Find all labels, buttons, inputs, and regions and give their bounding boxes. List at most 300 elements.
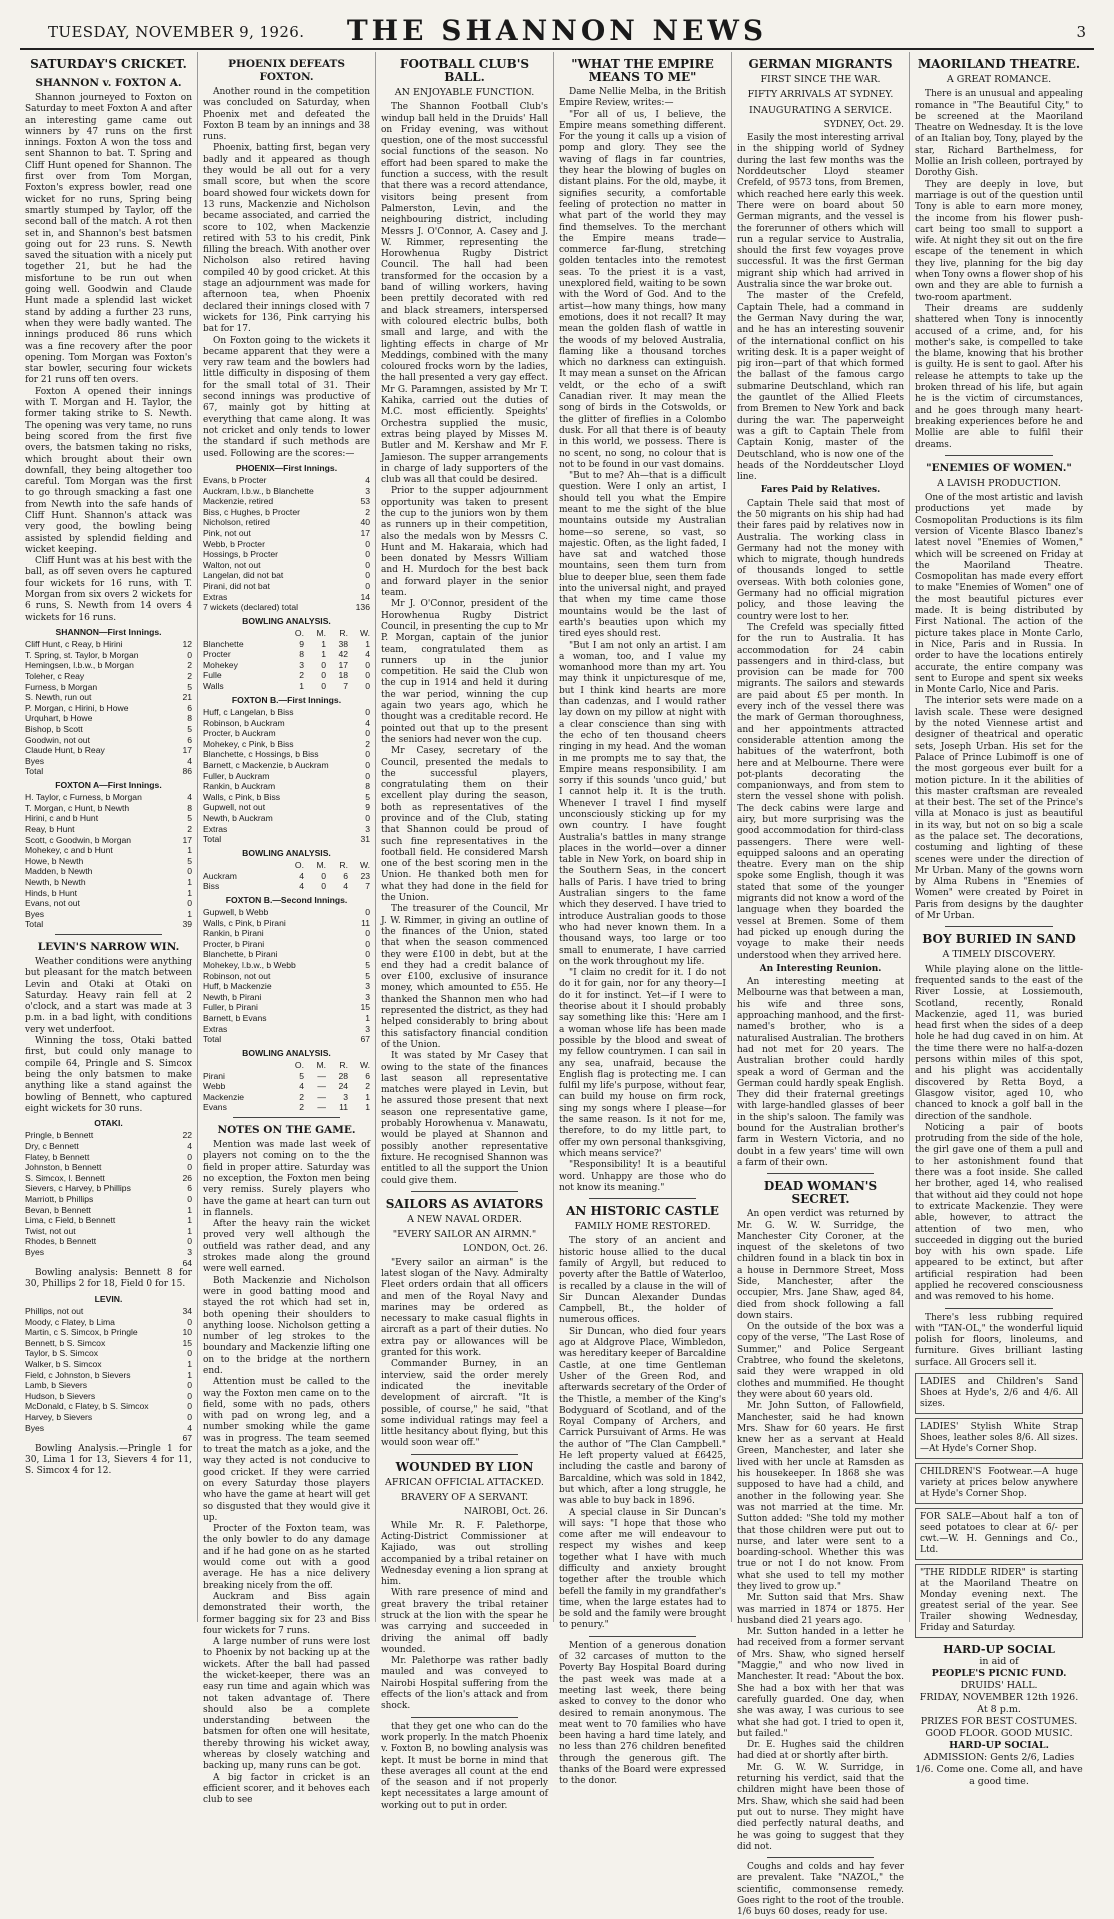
score-row <box>203 507 370 518</box>
subheading: FAMILY HOME RESTORED. <box>574 1221 711 1233</box>
paragraph: Noticing a pair of boots protruding from the side of the hole, the girl gave one of them a pull and to her astonishment found that there was a foot inside. She called her brother, aged 14, who realised that without aid they could not hope to extricate Mackenzie. They were able, however, to attract the attention of two men, who succeeded in digging out the buried boy with his own spade. Life appeared to be extinct, but after artificial respiration had been applied he recovered consciousness and was removed to his home. <box>915 1122 1083 1303</box>
batsman: Marriott, b Phillips <box>25 1194 94 1204</box>
runs: 0 <box>187 1194 192 1204</box>
batsman: Toleher, c Reay <box>25 671 85 682</box>
bowling-figure: 9 <box>299 638 304 649</box>
bowler: Mackenzie <box>203 1091 245 1102</box>
runs: 0 <box>365 812 370 823</box>
batsman: Howe, b Newth <box>25 855 84 866</box>
paragraph: Another round in the competition was concluded on Saturday, when Phoenix met and defeated the Foxton B team by an innings and 38 runs. <box>203 87 370 143</box>
score-row <box>203 749 370 760</box>
paragraph: Mr. Palethorpe was rather badly mauled and was conveyed to Nairobi Hospital suffering from the effects of the lion's attack and from shock. <box>381 1656 548 1712</box>
runs: 5 <box>365 791 370 802</box>
bowling-figure: 0 <box>365 681 370 692</box>
divider <box>945 1308 1053 1309</box>
score-row <box>25 909 192 920</box>
runs: 3 <box>365 485 370 496</box>
paragraph: "I claim no credit for it. I do not do it for gain, nor for any theory—I do it for instinct. Yet—if I were to theorise about it I should probably say something like this: 'Here am I a woman whose life has been made possible by the blood and sweat of my fellow countrymen. I can sail in any sea, unafraid, because the English flag is protecting me. I can fulfil my life's purpose, without fear, can build my house on firm rock, sing my songs where I please—for the same reason. Is it not for me, therefore, to do my little part, to offer my own personal thanksgiving, which means service?' <box>559 968 726 1159</box>
batsman: Auckram, l.b.w., b Blanchette <box>203 485 314 496</box>
headline-dead-womans-secret: DEAD WOMAN'S SECRET. <box>763 1179 878 1207</box>
bowling-figure: 38 <box>338 638 348 649</box>
batsman: Newth, b Auckram <box>203 812 273 823</box>
section-heading: Fares Paid by Relatives. <box>760 485 881 496</box>
score-row <box>25 824 192 835</box>
runs: 1 <box>187 908 192 919</box>
columns <box>20 52 1094 1918</box>
batsman: Barnett, c Mackenzie, b Auckram <box>203 759 329 770</box>
runs: 6 <box>187 734 192 745</box>
runs: 0 <box>365 949 370 960</box>
bowling-figure: 2 <box>299 670 304 681</box>
batsman: Johnston, b Bennett <box>25 1162 102 1173</box>
bowling-figure: 0 <box>321 670 326 681</box>
runs: 1 <box>187 1204 192 1215</box>
batsman: T. Spring, st. Taylor, b Morgan <box>25 649 139 660</box>
batsman: Mohekey, l.b.w., b Webb <box>203 960 296 971</box>
batsman: Sievers, c Harvey, b Phillips <box>25 1183 131 1194</box>
batsman: P. Morgan, c Hirini, b Howe <box>25 702 129 713</box>
paragraph: Dame Nellie Melba, in the British Empire Review, writes:— <box>559 87 726 109</box>
scorecard-otaki <box>25 1130 192 1257</box>
bowling-figure: 2 <box>299 1102 304 1113</box>
score-row <box>25 1317 192 1328</box>
score-row <box>25 877 192 888</box>
batsman: Walton, not out <box>203 559 261 570</box>
bowling-figure: 1 <box>299 681 304 692</box>
headline-football-clubs-ball: FOOTBALL CLUB'S BALL. <box>399 57 530 84</box>
subheading: A NEW NAVAL ORDER. <box>407 1213 522 1225</box>
bowler: Pirani <box>203 1070 225 1081</box>
bowling-figure: — <box>317 1081 326 1092</box>
score-row <box>203 960 370 971</box>
batsman: Gupwell, not out <box>203 802 266 813</box>
batsman: Bevan, b Bennett <box>25 1204 91 1215</box>
batsman: Dry, c Bennett <box>25 1141 79 1152</box>
divider <box>55 934 162 935</box>
paragraph: While Mr. R. F. Palethorpe, Acting-District Commissioner at Kajiado, was out strolling accompanied by a tribal retainer on Wednesday evening a lion sprang at him. <box>381 1520 548 1588</box>
batsman: Webb, b Procter <box>203 538 265 549</box>
paragraph: Weather conditions were anything but pleasant for the match between Levin and Otaki at Otaki on Saturday. Heavy rain fell at 2 o'clock, and a start was made at 3 p.m. in a bad light, with conditions very wet underfoot. <box>25 956 192 1035</box>
masthead <box>20 14 1094 50</box>
bowler: Evans <box>203 1102 227 1113</box>
batsman: S. Simcox, l. Bennett <box>25 1172 105 1183</box>
batsman: Mohekey, c Pink, b Biss <box>203 738 294 749</box>
bowling-figure: 3 <box>299 659 304 670</box>
scorecard-foxton-a <box>25 792 192 919</box>
batsman: Field, c Johnston, b Sievers <box>25 1369 131 1380</box>
headline-notes-on-the-game: NOTES ON THE GAME. <box>217 1124 356 1137</box>
scorecard-total: 67 <box>182 1433 192 1444</box>
score-row <box>25 1359 192 1370</box>
headline-levins-narrow-win: LEVIN'S NARROW WIN. <box>37 940 180 953</box>
batsman: Urquhart, b Howe <box>25 713 93 724</box>
runs: 0 <box>365 759 370 770</box>
scorecard-total: Total 67 <box>203 1034 370 1045</box>
bowler: Auckram <box>203 870 237 881</box>
scorecard-title: OTAKI. <box>94 1118 123 1129</box>
runs: 2 <box>187 824 192 835</box>
runs: 0 <box>365 706 370 717</box>
score-row <box>203 802 370 813</box>
score-row <box>25 1215 192 1226</box>
runs: 9 <box>365 802 370 813</box>
batsman: Mackenzie, retired <box>203 496 274 507</box>
headline-wounded-by-lion: WOUNDED BY LION <box>395 1459 534 1474</box>
batsman: Cliff Hunt, c Reay, b Hirini <box>25 639 123 650</box>
runs: 4 <box>365 717 370 728</box>
score-row <box>203 1002 370 1013</box>
runs: 0 <box>365 538 370 549</box>
batsman: Walls, c Pink, b Biss <box>203 791 281 802</box>
bowler: Fulle <box>203 670 222 681</box>
bowler: Procter <box>203 649 231 660</box>
paragraph: Mr J. O'Connor, president of the Horowhenua Rugby District Council, in presenting the cup to Mr P. Morgan, captain of the junior team, congratulated them as runners up in the junior competition. He said the Club won the cup in 1914 and held it during the war period, winning the cup again two years ago, which he thought was a creditable record. He pointed out that up to the present the seniors had never won the cup. <box>381 599 548 745</box>
scorecard-total: 7 wickets (declared) total 136 <box>203 602 370 613</box>
bowling-figure: 2 <box>299 1091 304 1102</box>
paragraph: "But I am not only an artist. I am a woman, too, and I value my womanhood more than my art. You may think it unpicturesque of me, but I think kind hearts are more than cadenzas, and I would rather lay down on my pillow at night with a clear conscience than sing with the echo of ten thousand cheers ringing in my head. And the woman in me prompts me to say that, the Empire means responsibility. I am sorry if this sounds 'unco guid,' but I cannot help it. It is the truth. Whenever I travel I find myself unconsciously sticking up for my own country. I have fought Australia's battles in many strange places in the world—over a dinner table in New York, on board ship in the Southern Seas, in the concert halls of Paris. I have tried to bring Australian singers to the fame which they deserved. I have tried to introduce Australian goods to those who had never known them. In a thousand ways, too large or too small to enumerate, I have carried on the work throughout my life. <box>559 640 726 967</box>
runs: 0 <box>187 1401 192 1412</box>
runs: 8 <box>187 802 192 813</box>
score-row <box>25 856 192 867</box>
runs: 0 <box>187 898 192 909</box>
paragraph: Mr. John Sutton, of Fallowfield, Manchester, said he had known Mrs. Shaw for 60 years. He first knew her as a servant at Heald Green, Manchester, and later she lived with her uncle at Ramsden as his housekeeper. In 1868 she was supposed to have had a child, and another in the following year. She was not married at the time. Mr. Sutton added: "She told my mother that those children were put out to nurse, and later were sent to a boarding-school. Whether this was true or not I do not know. From what she used to tell my mother they lived to grow up." <box>737 1401 904 1592</box>
score-row <box>25 1370 192 1381</box>
column-5 <box>732 52 910 1918</box>
score-row <box>25 1327 192 1338</box>
score-row <box>203 718 370 729</box>
bowling-figure: 1 <box>321 649 326 660</box>
paragraph: Mr. G. W. W. Surridge, in returning his verdict, said that the children might have been those of Mrs. Shaw, which she said had been put out to nurse. They might have died perfectly natural deaths, and he was going to suggest that they did not. <box>737 1762 904 1852</box>
score-row <box>25 735 192 746</box>
runs: 15 <box>360 1002 370 1013</box>
paragraph: Attention must be called to the way the Foxton men came on to the field, some with no pads, others with pad on wrong leg, and a number smoking while the game was in progress. The team seemed to treat the match as a joke, and the way they acted is not conducive to good cricket. If they were carried on every Saturday those players who have the game at heart will get so disgusted that they would give it up. <box>203 1377 370 1523</box>
runs: 0 <box>365 570 370 581</box>
batsman: Byes <box>25 1422 45 1433</box>
batsman: Hinds, b Hunt <box>25 887 78 898</box>
runs: 11 <box>361 917 370 928</box>
batsman: Taylor, b S. Simcox <box>25 1348 99 1359</box>
paragraph: Mention of a generous donation of 32 carcases of mutton to the Poverty Bay Hospital Board during the past week was made at a meeting last week, there being asked to convey to the donor who desired to remain anonymous. The meat went to 70 families who have been having a hard time lately, and no less than 276 children benefited through the generous gift. The thanks of the Board were expressed to the donor. <box>559 1640 726 1787</box>
runs: 2 <box>365 506 370 517</box>
runs: 0 <box>187 1316 192 1327</box>
paragraph: Winning the toss, Otaki batted first, but could only manage to compile 64, Pringle and S. Simcox being the only batsmen to make anything like a stand against the bowling of Bennett, who captured eight wickets for 30 runs. <box>25 1036 192 1114</box>
paragraph: A big factor in cricket is an efficient scorer, and it behoves each club to see <box>203 1772 370 1806</box>
runs: 0 <box>365 938 370 949</box>
scorecard-title: FOXTON A—First Innings. <box>55 779 162 790</box>
dateline: NAIROBI, Oct. 26. <box>463 1507 548 1518</box>
bowler: Biss <box>203 881 220 892</box>
bowler <box>203 628 282 639</box>
score-row <box>203 549 370 560</box>
runs: 0 <box>187 1162 192 1173</box>
runs: 34 <box>182 1306 192 1317</box>
score-row <box>25 1306 192 1317</box>
subheading: FIRST SINCE THE WAR. <box>760 74 881 85</box>
batsman: Newth, b Pirani <box>203 991 262 1002</box>
score-row <box>25 745 192 756</box>
bowling-figure: 8 <box>299 649 304 660</box>
runs: 3 <box>365 991 370 1002</box>
bowling-figure: 24 <box>338 1081 348 1092</box>
runs: 1 <box>187 1215 192 1226</box>
bowling-row <box>203 639 370 650</box>
batsman: Robinson, b Auckram <box>203 717 285 728</box>
runs: 0 <box>187 1348 192 1359</box>
bowling-figure: M. <box>316 628 326 639</box>
social-line: in aid of <box>979 1656 1019 1668</box>
runs: 5 <box>365 960 370 971</box>
bowling-figure: O. <box>294 628 304 639</box>
batsman: Procter, b Auckram <box>203 728 276 739</box>
scorecard-title: PHOENIX—First Innings. <box>235 462 338 473</box>
bowling-row <box>203 670 370 681</box>
bowling-figure: M. <box>316 1060 326 1071</box>
scorecard-total: Total 31 <box>203 834 370 845</box>
divider <box>411 1454 518 1455</box>
subheading: AN ENJOYABLE FUNCTION. <box>394 87 535 98</box>
batsman: Phillips, not out <box>25 1306 84 1317</box>
score-row <box>25 1423 192 1434</box>
score-row <box>25 639 192 650</box>
score-row <box>25 1173 192 1184</box>
batsman: Extras <box>203 591 228 602</box>
divider <box>945 926 1053 927</box>
social-line: DRUIDS' HALL. <box>960 1680 1038 1692</box>
score-row <box>203 1024 370 1035</box>
runs: 4 <box>365 475 370 486</box>
score-row <box>203 907 370 918</box>
paragraph: "For all of us, I believe, the Empire means something different. For the young it calls up a vision of pomp and glory. They see the waving of flags in far countries, they hear the blowing of bugles on distant plains. For the old, maybe, it signifies security, a comfortable feeling of protection no matter in what part of the world they may find themselves. To the merchant the Empire means trade—commerce far-flung, stretching golden tentacles into the remotest seas. To the priest it is a vast, unexplored field, waiting to be sown with the Word of God. And to the artist—how many things, how many emotions, does it not recall? It may mean the golden flash of wattle in the woods of my beloved Australia, flaming like a thousand torches which no darkness can extinguish. It may mean a sunset on the African veldt, or the echo of a swift Canadian river. It may mean the song of birds in the Cotswolds, or the glitter of fireflies in a Colombo dusk. For all that there is of beauty in this world, we possess. There is no scent, no song, no colour that is not to be found in our vast domains. <box>559 109 726 470</box>
classified-ad: LADIES and Children's Sand Shoes at Hyde's, 2/6 and 4/6. All sizes. <box>915 1373 1083 1414</box>
hard-up-social-advert <box>915 1644 1083 1788</box>
bowling-figure: 23 <box>360 870 370 881</box>
score-row <box>203 1013 370 1024</box>
classified-ad: FOR SALE—About half a ton of seed potatoes to clear at 6/- per cwt.—W. H. Gennings and Co., Ltd. <box>915 1508 1083 1560</box>
runs: 1 <box>365 1013 370 1023</box>
paragraph: They are deeply in love, but marriage is out of the question until Tony is able to earn more money, the income from his flower push-cart being too small to support a wife. At night they sit out on the fire escape of the tenement in which they live, planning for the big day when Tony owns a flower shop of his own and they are able to furnish a two-room apartment. <box>915 179 1083 303</box>
score-row <box>25 1194 192 1205</box>
paragraph: A special clause in Sir Duncan's will says: "I hope that those who come after me will endeavour to respect my wishes and keep together what I have with much difficulty and anxiety brought together after the trouble which befell the family in my grandfather's time, when the large estates had to be sold and the family were brought to penury." <box>559 1507 726 1631</box>
batsman: Biss, c Hughes, b Procter <box>203 506 300 517</box>
batsman: Scott, c Goodwin, b Morgan <box>25 834 132 845</box>
score-row <box>203 792 370 803</box>
batsman: Rhodes, b Bennett <box>25 1236 97 1247</box>
bowling-figure: 7 <box>343 681 348 692</box>
score-row <box>203 592 370 603</box>
runs: 3 <box>365 823 370 834</box>
batsman: Madden, b Newth <box>25 866 93 877</box>
subheading: A GREAT ROMANCE. <box>946 74 1052 85</box>
bowling-title: BOWLING ANALYSIS. <box>242 847 331 858</box>
score-row <box>203 517 370 528</box>
runs: 2 <box>187 660 192 671</box>
section-heading: An Interesting Reunion. <box>759 963 882 974</box>
score-row <box>203 528 370 539</box>
paragraph: The story of an ancient and historic house allied to the ducal family of Argyll, but reduced to poverty after the Battle of Waterloo, is recalled by a clause in the will of Sir Duncan Alexander Dundas Campbell, Bt., the holder of numerous offices. <box>559 1236 726 1326</box>
batsman: Extras <box>203 823 228 834</box>
runs: 12 <box>182 639 192 650</box>
bowling-figure: 11 <box>339 1102 348 1113</box>
score-row <box>25 1152 192 1163</box>
runs: 15 <box>182 1337 192 1348</box>
runs: 0 <box>187 866 192 877</box>
social-line: FRIDAY, NOVEMBER 12th 1926. <box>919 1692 1079 1704</box>
paragraph: The treasurer of the Council, Mr J. W. Rimmer, in giving an outline of the finances of the Union, stated that when the season commenced they were £100 in debt, but at the end they had a credit balance of over £100, exclusive of insurance money, which amounted to £55. He thanked the Shannon men who had represented the district, as they had helped considerably to bring about this satisfactory financial condition of the Union. <box>381 904 548 1050</box>
column-1 <box>20 52 198 1622</box>
bowler: Mohekey <box>203 659 238 670</box>
score-row <box>25 1205 192 1216</box>
runs: 6 <box>187 702 192 713</box>
runs: 6 <box>187 1183 192 1194</box>
headline-german-migrants: GERMAN MIGRANTS <box>748 57 893 71</box>
score-row <box>25 1236 192 1247</box>
score-row <box>203 971 370 982</box>
classified-ad: LADIES' Stylish White Strap Shoes, leather soles 8/6. All sizes.—At Hyde's Corner Shop. <box>915 1418 1083 1459</box>
issue-date: TUESDAY, NOVEMBER 9, 1926. <box>48 23 305 41</box>
paragraph: A large number of runs were lost to Phoenix by not backing up at the wickets. After the ball had passed the wicket-keeper, there was an easy run time and again which was not taken advantage of. There should also be a complete understanding between the batsmen for often one will hesitate, thereby throwing his wicket away, whereas by closely watching and backing up, many runs can be got. <box>203 1637 370 1772</box>
paragraph-continued: that they get one who can do the work properly. In the match Phoenix v. Foxton B, no bowling analysis was kept. It must be borne in mind that these averages all count at the end of the season and if not properly kept necessitates a large amount of working out to put in order. <box>381 1721 548 1811</box>
score-row <box>203 771 370 782</box>
paragraph: Captain Thele said that most of the 50 migrants on his ship had had their fares paid by relatives now in Australia. The working class in Germany had not the money with which to migrate, though hundreds of thousands longed to settle overseas. With both colonies gone, Germany had no official migration policy, and those leaving the country were lost to her. <box>737 498 904 622</box>
score-row <box>203 824 370 835</box>
divider <box>411 1191 518 1192</box>
social-line: PEOPLE'S PICNIC FUND. <box>931 1668 1067 1680</box>
bowling-row <box>203 649 370 660</box>
batsman: Newth, b Newth <box>25 877 86 888</box>
score-row <box>25 1380 192 1391</box>
page-number: 3 <box>1076 23 1086 41</box>
bowling-row <box>203 1102 370 1113</box>
column-2 <box>198 52 376 1806</box>
batsman: Martin, c S. Simcox, b Pringle <box>25 1327 138 1338</box>
bowling-figure: 0 <box>321 881 326 892</box>
paragraph: Dr. E. Hughes said the children had died at or shortly after birth. <box>737 1740 904 1762</box>
runs: 22 <box>182 1130 192 1141</box>
bowler: Walls <box>203 681 224 692</box>
runs: 0 <box>365 907 370 918</box>
runs: 3 <box>365 1023 370 1034</box>
paragraph: Prior to the supper adjournment opportunity was taken to present the cup to the juniors won by them as runners up in their competition, also the medals won by Messrs C. Hunt and M. Hakaraia, which had been donated by Messrs William and H. Murdoch for the best back and forward player in the senior team. <box>381 486 548 599</box>
scorecard-total: 64 <box>182 1257 192 1268</box>
batsman: Bennett, b S. Simcox <box>25 1337 106 1348</box>
bowling-figure: — <box>317 1070 326 1081</box>
score-row <box>203 539 370 550</box>
runs: 53 <box>360 496 370 507</box>
batsman: Langelan, did not bat <box>203 570 284 581</box>
runs: 0 <box>365 728 370 739</box>
bowling-figure: O. <box>294 859 304 870</box>
score-row <box>25 660 192 671</box>
batsman: Gupwell, b Webb <box>203 907 269 918</box>
advertisement-tan-ol: There's less rubbing required with "TAN-OL," the wonderful liquid polish for floors, linoleums, and furniture. Gives brilliant lasting surface. All Grocers sell it. <box>915 1312 1083 1368</box>
batsman: Robinson, not out <box>203 970 271 981</box>
classified-ad: CHILDREN'S Footwear.—A huge variety at prices below anywhere at Hyde's Corner Shop. <box>915 1463 1083 1504</box>
batsman: Procter, b Pirani <box>203 938 265 949</box>
headline-what-the-empire-means: "WHAT THE EMPIRE MEANS TO ME" <box>571 57 714 84</box>
divider <box>945 455 1053 456</box>
bowling-figure: 4 <box>299 870 304 881</box>
score-row <box>25 1141 192 1152</box>
bowling-figure: 17 <box>338 659 348 670</box>
score-row <box>25 1348 192 1359</box>
runs: 0 <box>187 1411 192 1422</box>
batsman: Blanchette, b Pirani <box>203 949 278 960</box>
runs: 14 <box>360 591 370 602</box>
scorecard-title: FOXTON B.—Second Innings. <box>225 894 348 905</box>
score-row <box>25 1338 192 1349</box>
runs: 3 <box>187 1246 192 1257</box>
score-row <box>25 671 192 682</box>
batsman: Extras <box>203 1023 228 1034</box>
scorecard-title: FOXTON B.—First Innings. <box>231 694 342 705</box>
bowling-table-3 <box>203 1060 370 1113</box>
score-row <box>203 949 370 960</box>
scorecard-levin <box>25 1306 192 1433</box>
subhead-shannon-v-foxton: SHANNON v. FOXTON A. <box>35 77 182 89</box>
score-row <box>203 475 370 486</box>
runs: 0 <box>365 549 370 560</box>
runs: 1 <box>187 845 192 856</box>
headline-enemies-of-women: "ENEMIES OF WOMEN." <box>926 461 1072 474</box>
bowling-figure: — <box>317 1091 326 1102</box>
runs: 0 <box>365 559 370 570</box>
bowling-figure: 1 <box>365 1091 370 1102</box>
paragraph: Their dreams are suddenly shattered when Tony is innocently accused of a crime, and, for his mother's sake, is compelled to take the blame, knowing that his brother is guilty. He is sent to gaol. After his release he attempts to take up the broken thread of his life, but again he is the victim of circumstances, and he goes through many heart-breaking experiences before he and Mollie are able to fulfil their dreams. <box>915 303 1083 450</box>
paragraph: Procter of the Foxton team, was the only bowler to do any damage and if he had gone on as he started would come out with a good average. He has a nice delivery breaking nicely from the off. <box>203 1524 370 1591</box>
batsman: Hemingsen, l.b.w., b Morgan <box>25 660 134 671</box>
score-row <box>203 739 370 750</box>
batsman: Claude Hunt, b Reay <box>25 745 105 756</box>
bowling-row <box>203 1071 370 1082</box>
score-row <box>25 1162 192 1173</box>
bowler: Blanchette <box>203 638 244 649</box>
bowling-figure: 0 <box>321 659 326 670</box>
divider <box>767 1857 874 1858</box>
subheading: FIFTY ARRIVALS AT SYDNEY. <box>747 89 894 101</box>
paragraph: Mr. Sutton handed in a letter he had received from a former servant of Mrs. Shaw, who signed herself "Maggie," and who now lived in Manchester. It read: "About the box. She had a box with her that was carefully guarded. One day, when she was away, I was curious to see what she had got. I tried to open it, but failed." <box>737 1627 904 1739</box>
batsman: Lamb, b Sievers <box>25 1380 88 1391</box>
paragraph: With rare presence of mind and great bravery the tribal retainer struck at the lion with the spear he was carrying and succeeded in driving the animal off badly wounded. <box>381 1588 548 1655</box>
score-row <box>25 835 192 846</box>
batsman: Evans, not out <box>25 898 80 909</box>
runs: 4 <box>187 1422 192 1433</box>
column-4 <box>554 52 732 1787</box>
batsman: Pirani, did not bat <box>203 581 270 592</box>
bowling-figure: 1 <box>321 638 326 649</box>
scorecard-phoenix <box>203 475 370 602</box>
headline-phoenix-defeats-foxton: PHOENIX DEFEATS FOXTON. <box>228 58 345 83</box>
runs: 1 <box>187 1359 192 1370</box>
column-6 <box>910 52 1088 1788</box>
score-row <box>203 992 370 1003</box>
bowling-figure: 4 <box>299 1081 304 1092</box>
batsman: Lima, c Field, b Bennett <box>25 1215 116 1226</box>
runs: 0 <box>187 649 192 660</box>
runs: 5 <box>187 724 192 734</box>
bowling-figure: 7 <box>365 881 370 892</box>
bowling-row <box>203 871 370 882</box>
paragraph: Foxton A opened their innings with T. Morgan and H. Taylor, the former taking strike to S. Newth. The opening was very tame, no runs being scored from the first five overs, the batsmen taking no risks, which brought about their own downfall, they being altogether too careful. Tom Morgan was the first to go through smacking a fast one from Newth into the safe hands of Cliff Hunt. Shannon's attack was very good, the bowling being assisted by splendid fielding and wicket keeping. <box>25 386 192 555</box>
paragraph: An open verdict was returned by Mr. G. W. W. Surridge, the Manchester City Coroner, at the inquest of the skeletons of two children found in a black tin box in a house in Dernmore Street, Moss Side, Manchester, after the occupier, Mrs. Jane Shaw, aged 84, died from shock following a fall down stairs. <box>737 1209 904 1321</box>
runs: 3 <box>365 981 370 992</box>
newspaper-title: THE SHANNON NEWS <box>346 14 768 47</box>
bowling-title: BOWLING ANALYSIS. <box>242 1047 331 1058</box>
paragraph: Sir Duncan, who died four years ago at Aldgrove Place, Wimbledon, was hereditary keeper of Barcaldine Castle, at one time Gentleman Usher of the Green Rod, and afterwards secretary of the Order of the Thistle, a member of the King's Bodyguard of Scotland, and of the Royal Company of Archers, and Carrick Pursuivant of Arms. He was the author of "The Clan Campbell." He left property valued at £6425, including the castle and barony of Barcaldine, which was sold in 1842, but which, after a long struggle, he was able to buy back in 1896. <box>559 1326 726 1507</box>
bowling-figure: 4 <box>365 649 370 660</box>
batsman: Pink, not out <box>203 528 251 539</box>
batsman: Rankin, b Pirani <box>203 928 264 939</box>
bowling-table-1 <box>203 628 370 692</box>
